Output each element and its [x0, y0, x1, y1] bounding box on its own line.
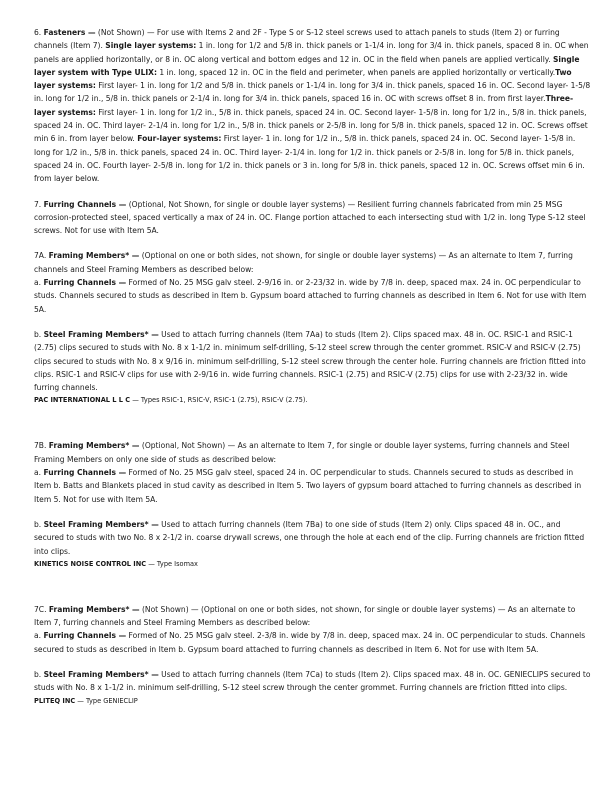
subitem-prefix: a. — [34, 631, 44, 641]
subitem-a — [34, 276, 592, 316]
item-intro — [34, 439, 592, 466]
subheading-four-layer: Four-layer systems: — [137, 134, 222, 144]
item-intro — [34, 603, 592, 630]
manufacturer-types: — Type Isomax — [146, 559, 198, 568]
body-text: (Not Shown) — For use with Items 2 and 2F - Type S or S-12 steel screws used to attach panels to studs (Item 2) or furring channels (Item 7). — [34, 28, 560, 51]
manufacturer-types: — Types RSIC-1, RSIC-V, RSIC-1 (2.75), RSIC-V (2.75). — [130, 396, 308, 405]
body-text: Used to attach furring channels (Item 7Aa) to studs (Item 2). Clips spaced max. 48 in. OC. RSIC-1 and RSIC-1 (2.75) clips secured to studs with No. 8 x 1-1/2 in. minimum self-drilling, S-12 steel screw through the center grommet. RSIC-V and RSIC-V (2.75) clips secured to studs with No. 8 x 9/16 in. minimum self-drilling, S-12 steel screw through the center hole. Furring channels are friction fitted into clips. RSIC-1 and RSIC-V clips for use with 2-9/16 in. wide furring channels. RSIC-1 (2.75) and RSIC-V (2.75) clips for use with 2-23/32 in. wide furring channels. — [34, 329, 586, 393]
item-number: 7. — [34, 199, 44, 209]
subitem-title: Furring Channels — — [43, 631, 127, 641]
body-text: Formed of No. 25 MSG galv steel. 2-9/16 in. or 2-23/32 in. wide by 7/8 in. deep, spaced max. 24 in. OC perpendicular to studs. Channels secured to studs as described in Item b. Gypsum board attached to furring channels as described in Item 6. Not for use with Item 5A. — [34, 278, 587, 314]
item-number: 7C. — [34, 604, 49, 614]
manufacturer-name: PAC INTERNATIONAL L L C — [34, 396, 131, 405]
item-title: Framing Members* — — [48, 604, 140, 614]
subitem-prefix: a. — [34, 278, 44, 288]
subitem-a — [34, 629, 592, 656]
item-6-fasteners — [34, 26, 592, 186]
manufacturer-line — [34, 695, 592, 707]
item-7c-framing-members — [34, 603, 592, 707]
item-number: 7A. — [34, 251, 49, 261]
body-text: Formed of No. 25 MSG galv steel. 2-3/8 in. wide by 7/8 in. deep, spaced max. 24 in. OC perpendicular to studs. Channels secured to studs as described in Item b. Gypsum board attached to furring channels as described in Item 6. Not for use with Item 5A. — [34, 631, 586, 654]
item-intro — [34, 249, 592, 276]
manufacturer-types: — Type GENIECLIP — [75, 696, 138, 705]
item-title: Framing Members* — — [48, 251, 140, 261]
body-text: (Optional, Not Shown, for single or double layer systems) — Resilient furring channels fabricated from min 25 MSG corrosion-protected steel, spaced vertically a max of 24 in. OC. Flange portion attached to each intersecting stud with 1/2 in. long Type S-12 steel screws. Not for use with Item 5A. — [34, 199, 586, 236]
body-text: Formed of No. 25 MSG galv steel, spaced 24 in. OC perpendicular to studs. Channels secured to studs as described in Item b. Batts and Blankets placed in stud cavity as described in Item 5. Two layers of gypsum board attached to furring channels as described in Item 5. Not for use with Item 5A. — [34, 468, 582, 504]
manufacturer-line — [34, 394, 592, 406]
body-text: (Optional, Not Shown) — As an alternate to Item 7, for single or double layer systems, furring channels and Steel Framing Members on only one side of studs as described below: — [34, 441, 570, 464]
body-text: 1 in. long for 1/2 and 5/8 in. thick panels or 1-1/4 in. long for 3/4 in. thick panels, spaced 8 in. OC when panels are applied horizontally, or 8 in. OC along vertical and bottom edges and 12 in. OC in the field when panels are applied vertically. — [34, 41, 589, 64]
subitem-title: Steel Framing Members* — — [43, 519, 159, 529]
subheading-single-layer-ulix: Single layer system with Type ULIX: — [34, 54, 580, 77]
subitem-b — [34, 518, 592, 558]
item-title: Framing Members* — — [48, 441, 140, 451]
manufacturer-line — [34, 558, 592, 570]
subitem-prefix: b. — [34, 519, 44, 529]
manufacturer-name: PLITEQ INC — [34, 696, 76, 705]
manufacturer-name: KINETICS NOISE CONTROL INC — [34, 559, 147, 568]
subheading-single-layer: Single layer systems: — [105, 41, 197, 51]
subitem-b — [34, 668, 592, 695]
item-7-furring-channels — [34, 198, 592, 238]
item-title: Fasteners — — [43, 28, 96, 37]
subitem-prefix: b. — [34, 329, 44, 339]
item-number: 6. — [34, 28, 44, 37]
item-7b-framing-members — [34, 439, 592, 569]
body-text: Used to attach furring channels (Item 7Ca) to studs (Item 2). Clips spaced max. 48 in. OC. GENIECLIPS secured to studs with No. 8 x 1-1/2 in. minimum self-drilling, S-12 steel screw through the center grommet. Furring channels are friction fitted into clips. — [34, 669, 591, 693]
body-text: Used to attach furring channels (Item 7Ba) to one side of studs (Item 2) only. Clips spaced 48 in. OC., and secured to studs with two No. 8 x 2-1/2 in. coarse drywall screws, one through the hole at each end of the clip. Furring channels are friction fitted into clips. — [34, 519, 585, 556]
body-text: 1 in. long, spaced 12 in. OC in the field and perimeter, when panels are applied horizontally or vertically. — [157, 67, 556, 77]
subitem-title: Furring Channels — — [43, 468, 127, 478]
subitem-title: Furring Channels — — [43, 278, 127, 288]
body-text: First layer- 1 in. long for 1/2 in., 5/8 in. thick panels, spaced 24 in. OC. Second layer- 1-5/8 in. long for 1/2 in., 5/8 in. thick panels, spaced 24 in. OC. Third layer- 2-1/4 in. long for 1/2 in., 5/8 in. thick panels or 2-5/8 in. long for 5/8 in. thick panels, spaced 12 in. OC. Screws offset min 6 in. from layer below. — [34, 107, 588, 144]
subitem-prefix: b. — [34, 669, 44, 679]
item-7a-framing-members — [34, 249, 592, 406]
item-number: 7B. — [34, 441, 49, 451]
subitem-title: Steel Framing Members* — — [43, 329, 159, 339]
body-text: (Optional on one or both sides, not shown, for single or double layer systems) — As an alternate to Item 7, furring channels and Steel Framing Members as described below: — [34, 251, 573, 274]
subitem-b — [34, 328, 592, 394]
body-text: First layer- 1 in. long for 1/2 and 5/8 in. thick panels or 1-1/4 in. long for 3/4 in. thick panels, spaced 16 in. OC. Second layer- 1-5/8 in. long for 1/2 in., 5/8 in. thick panels or 2-1/4 in. long for 3/4 in. thick panels, spaced 16 in. OC with screws offset 8 in. from first layer. — [34, 81, 591, 104]
body-text: First layer- 1 in. long for 1/2 in., 5/8 in. thick panels, spaced 24 in. OC. Second layer- 1-5/8 in. long for 1/2 in., 5/8 in. thick panels, spaced 24 in. OC. Third layer- 2-1/4 in. long for 1/2 in. thick panels or 2-5/8 in. long for 5/8 in. thick panels, spaced 24 in. OC. Fourth layer- 2-5/8 in. long for 1/2 in. thick panels or 3 in. long for 5/8 in. thick panels, spaced 12 in. OC. Screws offset min 6 in. from layer below. — [34, 134, 585, 184]
subheading-two-layer: Two layer systems: — [34, 67, 572, 91]
subheading-three-layer: Three-layer systems: — [34, 94, 574, 117]
subitem-prefix: a. — [34, 468, 44, 478]
item-title: Furring Channels — — [43, 199, 127, 209]
subitem-a — [34, 466, 592, 506]
subitem-title: Steel Framing Members* — — [43, 669, 159, 679]
body-text: (Not Shown) — (Optional on one or both sides, not shown, for single or double layer systems) — As an alternate to Item 7, furring channels and Steel Framing Members as described below: — [34, 604, 576, 628]
